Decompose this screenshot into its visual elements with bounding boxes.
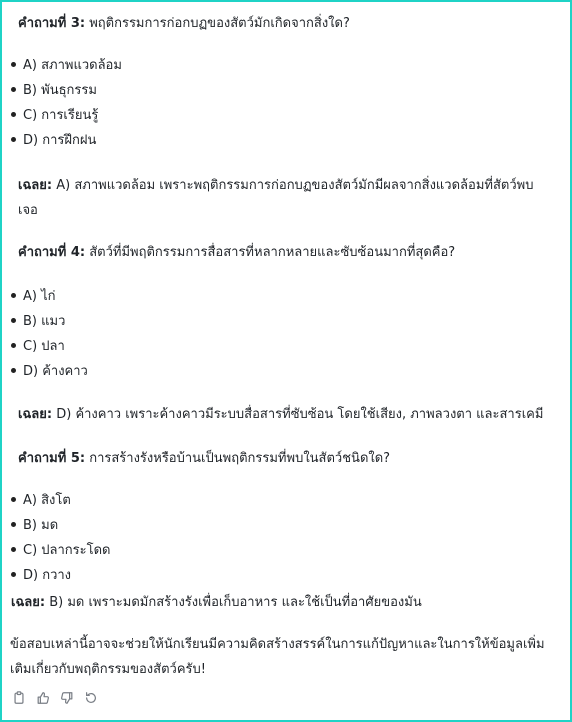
- question-5: [18, 450, 390, 468]
- option: D) กวาง: [23, 568, 72, 583]
- option: A) ไก่: [23, 289, 56, 304]
- question-text: สัตว์ที่มีพฤติกรรมการสื่อสารที่หลากหลายและซับซ้อนมากที่สุดคือ?: [85, 245, 456, 260]
- bullet: [11, 572, 16, 577]
- option: B) พันธุกรรม: [23, 83, 97, 98]
- bullet: [11, 137, 16, 142]
- answer-label: เฉลย:: [18, 407, 53, 422]
- option: D) ค้างคาว: [23, 364, 88, 379]
- question-3: [18, 15, 350, 33]
- answer-3-continued: เจอ: [18, 203, 38, 218]
- option: B) มด: [23, 518, 59, 533]
- question-label: คำถามที่ 5:: [18, 451, 86, 466]
- copy-icon[interactable]: [12, 691, 26, 705]
- option: A) สภาพแวดล้อม: [23, 58, 122, 73]
- question-4: [18, 244, 455, 262]
- option: C) ปลากระโดด: [23, 543, 111, 558]
- option: B) แมว: [23, 314, 66, 329]
- option: C) ปลา: [23, 339, 65, 354]
- bullet: [11, 112, 16, 117]
- question-text: พฤติกรรมการก่อกบฏของสัตว์มักเกิดจากสิ่งใด?: [85, 16, 350, 31]
- thumbs-up-icon[interactable]: [36, 691, 50, 705]
- question-text: การสร้างรังหรือบ้านเป็นพฤติกรรมที่พบในสัตว์ชนิดใด?: [85, 451, 391, 466]
- answer-4: [18, 406, 543, 424]
- closing-paragraph-line-2: เติมเกี่ยวกับพฤติกรรมของสัตว์ครับ!: [10, 662, 206, 677]
- bullet: [11, 318, 16, 323]
- option: D) การฝึกฝน: [23, 133, 97, 148]
- bullet: [11, 87, 16, 92]
- question-label: คำถามที่ 4:: [18, 245, 86, 260]
- bullet: [11, 343, 16, 348]
- bullet: [11, 497, 16, 502]
- answer-label: เฉลย:: [18, 178, 53, 193]
- option: A) สิงโต: [23, 493, 71, 508]
- bullet: [11, 547, 16, 552]
- regenerate-icon[interactable]: [84, 691, 98, 705]
- closing-paragraph-line-1: ข้อสอบเหล่านี้อาจจะช่วยให้นักเรียนมีความคิดสร้างสรรค์ในการแก้ปัญหาและในการให้ข้อมูลเพิ่ม: [10, 637, 545, 652]
- answer-5: [11, 594, 422, 612]
- question-label: คำถามที่ 3:: [18, 16, 86, 31]
- answer-text: A) สภาพแวดล้อม เพราะพฤติกรรมการก่อกบฏของสัตว์มักมีผลจากสิ่งแวดล้อมที่สัตว์พบ: [52, 178, 534, 193]
- thumbs-down-icon[interactable]: [60, 691, 74, 705]
- bullet: [11, 293, 16, 298]
- bullet: [11, 62, 16, 67]
- bullet: [11, 522, 16, 527]
- option: C) การเรียนรู้: [23, 108, 99, 123]
- answer-text: D) ค้างคาว เพราะค้างคาวมีระบบสื่อสารที่ซับซ้อน โดยใช้เสียง, ภาพลวงตา และสารเคมี: [52, 407, 544, 422]
- bullet: [11, 368, 16, 373]
- answer-label: เฉลย:: [11, 595, 46, 610]
- message-actions: [12, 691, 98, 705]
- answer-3: [18, 177, 533, 195]
- answer-text: B) มด เพราะมดมักสร้างรังเพื่อเก็บอาหาร และใช้เป็นที่อาศัยของมัน: [45, 595, 422, 610]
